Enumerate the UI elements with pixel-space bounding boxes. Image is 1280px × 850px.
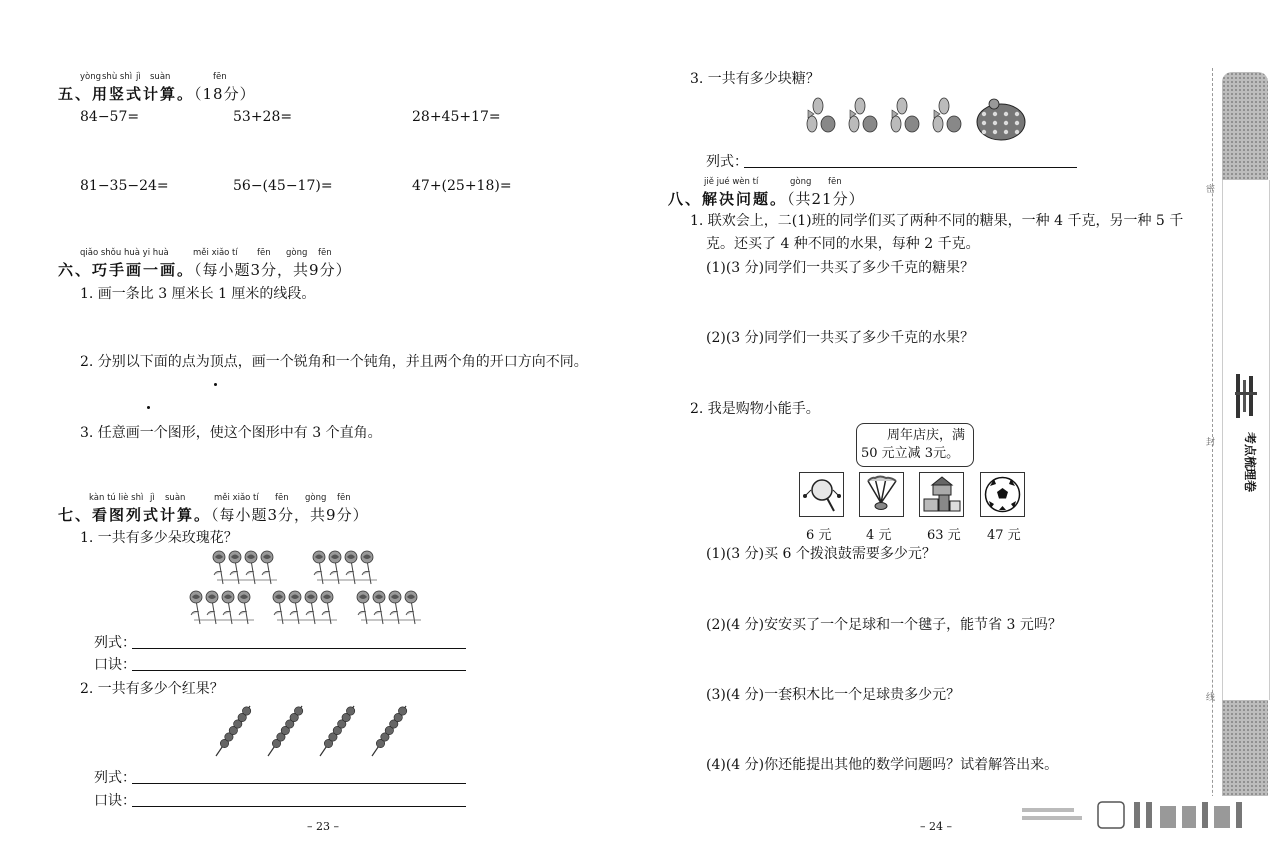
pinyin: gòng	[305, 493, 327, 503]
rose	[313, 551, 325, 584]
calc-problem: 28+45+17=	[412, 109, 501, 125]
vertex-dot	[147, 406, 150, 409]
pinyin: jì	[150, 493, 155, 503]
rose	[245, 551, 257, 584]
rose	[213, 551, 225, 584]
sub-question: (2)(4 分)安安买了一个足球和一个毽子，能节省 3 元吗？	[706, 617, 1062, 633]
pinyin: tí	[232, 248, 238, 258]
formula-label: 列式：	[706, 154, 748, 170]
red-fruit	[346, 707, 354, 715]
calc-problem: 47+(25+18)=	[412, 178, 512, 194]
pinyin: měi xiǎo	[214, 493, 251, 503]
sub-question: (2)(3 分)同学们一共买了多少千克的水果？	[706, 330, 975, 346]
candies-illustration	[796, 94, 1036, 144]
rose	[222, 591, 234, 624]
sub-question: (1)(3 分)同学们一共买了多少千克的糖果？	[706, 260, 975, 276]
pinyin: gòng	[286, 248, 308, 258]
rose	[321, 591, 333, 624]
answer-line[interactable]	[744, 167, 1077, 168]
price-label: 63 元	[927, 528, 961, 543]
pinyin: qiǎo shǒu huà yi huà	[80, 248, 169, 258]
rose-group	[213, 551, 277, 584]
rose	[273, 591, 285, 624]
skewer-svg	[210, 704, 410, 760]
answer-line[interactable]	[132, 670, 466, 671]
watermark	[1022, 796, 1254, 832]
formula-label: 列式：	[94, 635, 136, 651]
section-points: （共21分）	[787, 190, 865, 208]
question: 2. 分别以下面的点为顶点，画一个锐角和一个钝角，并且两个角的开口方向不同。	[80, 354, 588, 370]
section-title: 八、解决问题。	[668, 190, 788, 208]
skewer	[216, 706, 251, 756]
pinyin: suàn	[150, 72, 171, 82]
pinyin: fēn	[337, 493, 351, 503]
question: 3. 一共有多少块糖？	[690, 71, 820, 87]
pinyin: tí	[253, 493, 259, 503]
rose	[389, 591, 401, 624]
pinyin: fēn	[213, 72, 227, 82]
rose	[405, 591, 417, 624]
sub-question: (4)(4 分)你还能提出其他的数学问题吗？试着解答出来。	[706, 757, 1059, 773]
rose-group	[313, 551, 377, 584]
candy	[933, 98, 961, 132]
red-fruit	[398, 707, 406, 715]
section-title: 七、看图列式计算。	[58, 506, 212, 524]
question: 1. 联欢会上，二(1)班的同学们买了两种不同的糖果，一种 4 千克，另一种 5 千	[690, 213, 1184, 229]
section-6-heading	[58, 259, 352, 280]
pinyin: shù shì	[102, 72, 133, 82]
seal-mark: 密	[1206, 185, 1216, 195]
soccer-ball-icon	[980, 472, 1025, 517]
rose	[345, 551, 357, 584]
rose	[329, 551, 341, 584]
sidebar-top-pattern	[1222, 72, 1268, 180]
sidebar-title-wrap	[1231, 432, 1261, 512]
red-fruit	[294, 707, 302, 715]
section-title: 六、巧手画一画。	[58, 261, 195, 279]
sidebar-title: 考点梳理卷	[1243, 432, 1257, 493]
skewer	[372, 706, 407, 756]
price-label: 6 元	[806, 528, 832, 543]
rose	[229, 551, 241, 584]
sidebar-logo	[1233, 372, 1259, 420]
red-fruit	[242, 707, 250, 715]
rose	[289, 591, 301, 624]
rose	[357, 591, 369, 624]
pinyin: fēn	[828, 177, 842, 187]
rattle-drum-icon	[799, 472, 844, 517]
calc-problem: 84−57=	[80, 109, 140, 125]
rose	[261, 551, 273, 584]
pinyin: gòng	[790, 177, 812, 187]
sidebar-bottom-pattern	[1222, 700, 1268, 796]
skewer	[268, 706, 303, 756]
vertex-dot	[214, 383, 217, 386]
sub-question: (1)(3 分)买 6 个拨浪鼓需要多少元？	[706, 546, 936, 562]
section-5-heading	[58, 83, 256, 104]
pinyin: kàn tú liè shì	[89, 493, 144, 503]
section-8-heading	[668, 188, 865, 209]
pinyin: jiě jué wèn tí	[704, 177, 759, 187]
calc-problem: 56−(45−17)=	[233, 178, 333, 194]
sale-sign	[856, 423, 974, 467]
skewer	[320, 706, 355, 756]
pinyin: fēn	[257, 248, 271, 258]
shuttlecock-icon	[859, 472, 904, 517]
page-number: – 24 –	[920, 820, 952, 833]
building-blocks-icon	[919, 472, 964, 517]
rose	[373, 591, 385, 624]
formula-label: 列式：	[94, 770, 136, 786]
seal-mark: 封	[1206, 438, 1216, 448]
rhyme-label: 口诀：	[94, 793, 136, 809]
question: 2. 我是购物小能手。	[690, 401, 820, 417]
answer-line[interactable]	[132, 806, 466, 807]
question: 2. 一共有多少个红果？	[80, 681, 224, 697]
page-number: – 23 –	[307, 820, 339, 833]
sale-sign-line1: 周年店庆，满	[887, 428, 966, 443]
pinyin: jì	[136, 72, 141, 82]
rose	[190, 591, 202, 624]
pinyin: fēn	[275, 493, 289, 503]
candy	[807, 98, 835, 132]
candy	[849, 98, 877, 132]
calc-problem: 81−35−24=	[80, 178, 169, 194]
question: 1. 一共有多少朵玫瑰花？	[80, 530, 238, 546]
question: 1. 画一条比 3 厘米长 1 厘米的线段。	[80, 286, 316, 302]
question: 3. 任意画一个图形，使这个图形中有 3 个直角。	[80, 425, 382, 441]
rhyme-label: 口诀：	[94, 657, 136, 673]
rose-group	[357, 591, 421, 624]
seal-mark: 线	[1206, 693, 1216, 703]
rose	[238, 591, 250, 624]
question: 克。还买了 4 种不同的水果，每种 2 千克。	[706, 236, 980, 252]
pinyin: fēn	[318, 248, 332, 258]
sale-sign-line2: 50 元立减 3元。	[861, 446, 960, 461]
pinyin: yòng	[80, 72, 102, 82]
rose	[206, 591, 218, 624]
roses-svg	[185, 548, 450, 628]
price-label: 4 元	[866, 528, 892, 543]
roses-illustration	[185, 548, 450, 628]
section-points: （每小题3分，共9分）	[194, 261, 352, 279]
candy-bowl	[977, 99, 1025, 140]
pinyin: suàn	[165, 493, 186, 503]
rose-group	[273, 591, 337, 624]
rose	[361, 551, 373, 584]
section-points: （每小题3分，共9分）	[211, 506, 369, 524]
price-label: 47 元	[987, 528, 1021, 543]
sub-question: (3)(4 分)一套积木比一个足球贵多少元？	[706, 687, 961, 703]
section-title: 五、用竖式计算。	[58, 85, 195, 103]
fruit-skewers-illustration	[210, 704, 410, 760]
candy	[891, 98, 919, 132]
answer-line[interactable]	[132, 783, 466, 784]
candy-svg	[796, 94, 1036, 144]
section-points: （18分）	[194, 85, 256, 103]
pinyin: měi xiǎo	[193, 248, 230, 258]
calc-problem: 53+28=	[233, 109, 293, 125]
rose	[305, 591, 317, 624]
answer-line[interactable]	[132, 648, 466, 649]
section-7-heading	[58, 504, 369, 525]
rose-group	[190, 591, 254, 624]
